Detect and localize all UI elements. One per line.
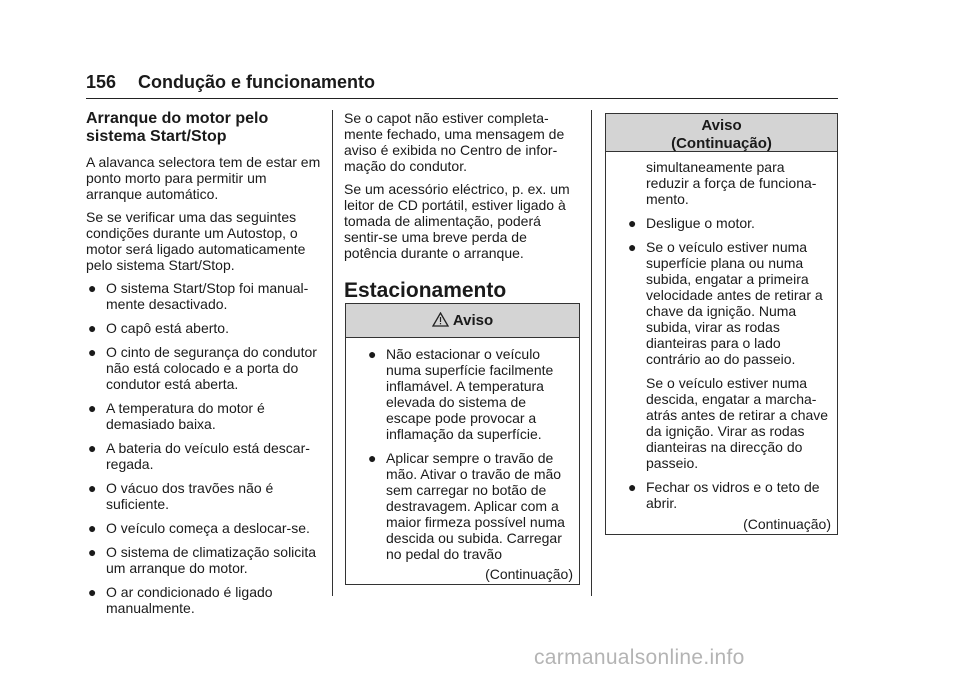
column-middle [344,110,580,317]
section-title: Condução e funcionamento [138,72,376,92]
column-left [86,110,322,624]
column-divider [332,110,333,596]
page-header [86,72,375,93]
list-item [354,346,573,442]
list-item [86,344,322,392]
bullet-icon: ● [88,520,97,536]
list-item [614,239,831,367]
bullet-icon: ● [88,480,97,496]
list-item-text: O ar condicionado é ligado manualmente. [106,584,273,616]
bullet-icon: ● [88,400,97,416]
paragraph: Se o capot não estiver completa-mente fechado, uma mensagem de aviso é exibida no Centro de infor-mação do condutor. [344,110,565,174]
column-divider [591,110,592,596]
warning-box-header [606,114,837,152]
list-item-text: Se o veículo estiver numa superfície plana ou numa subida, engatar a primeira velocidade antes de retirar a chave da ignição. Numa subida, virar as rodas dianteiras para o lado contrário ao do passeio. [646,239,823,367]
list-item [86,584,322,616]
list-item-text: O veículo começa a deslocar-se. [106,520,310,536]
bullet-icon: ● [628,215,637,231]
list-item [614,479,831,511]
section-heading: Estacionamento [344,279,507,302]
warning-box-header [346,304,579,338]
list-item-text: Não estacionar o veículo numa superfície facilmente inflamável. A temperatura elevada do sistema de escape pode provocar a inflamação da superfície. [386,346,554,442]
list-item-text: Desligue o motor. [646,215,755,231]
list-item [86,520,322,536]
warning-title: Aviso [701,117,742,134]
bullet-icon: ● [628,479,637,495]
list-item [86,280,322,312]
page-number: 156 [86,72,117,92]
continuation-note: (Continuação) [485,566,573,582]
list-item [86,480,322,512]
header-rule [86,98,838,99]
warning-subtitle: (Continuação) [671,135,772,152]
list-item-text: A bateria do veículo está descar-regada. [106,440,310,472]
bullet-icon: ● [88,544,97,560]
bullet-icon: ● [368,450,377,466]
list-item [86,400,322,432]
list-item-text: O sistema de climatização solicita um arranque do motor. [106,544,317,576]
warning-triangle-icon [432,306,449,339]
bullet-icon: ● [88,584,97,600]
list-item [86,320,322,336]
paragraph: Se um acessório eléctrico, p. ex. um leitor de CD portátil, estiver ligado à tomada de alimentação, poderá sentir-se uma breve perda de potência durante o arranque. [344,181,570,261]
paragraph: simultaneamente para reduzir a força de funciona-mento. [646,159,817,207]
watermark: carmanualsonline.info [534,646,745,669]
list-item-text: Aplicar sempre o travão de mão. Ativar o travão de mão sem carregar no botão de destravagem. Aplicar com a maior firmeza possível numa descida ou subida. Carregar no pedal do travão [386,450,565,562]
bullet-icon: ● [88,280,97,296]
list-item [86,440,322,472]
subsection-title [86,110,322,146]
list-item-text: A temperatura do motor é demasiado baixa. [106,400,265,432]
continuation-note: (Continuação) [743,516,831,532]
list-item-text: Fechar os vidros e o teto de abrir. [646,479,820,511]
paragraph: Se se verificar uma das seguintes condições durante um Autostop, o motor será ligado automaticamente pelo sistema Start/Stop. [86,209,306,273]
list-item-text: O cinto de segurança do condutor não está colocado e a porta do condutor está aberta. [106,344,317,392]
list-item-text: O sistema Start/Stop foi manual-mente desactivado. [106,280,309,312]
list-item [86,544,322,576]
warning-box-body [346,338,579,562]
paragraph: Se o veículo estiver numa descida, engatar a marcha-atrás antes de retirar a chave da ignição. Virar as rodas dianteiras na direcção do passeio. [646,375,829,471]
warning-box [345,303,580,585]
bullet-icon: ● [368,346,377,362]
list-item [354,450,573,562]
warning-box-continued [605,113,838,535]
subsection-title-line2: sistema Start/Stop [86,128,227,145]
warning-box-body [606,152,837,511]
bullet-icon: ● [88,344,97,360]
list-item-text: O vácuo dos travões não é suficiente. [106,480,274,512]
bullet-icon: ● [88,320,97,336]
list-item-text: O capô está aberto. [106,320,229,336]
bullet-icon: ● [628,239,637,255]
list-item [614,215,831,231]
subsection-title-line1: Arranque do motor pelo [86,110,269,127]
paragraph: A alavanca selectora tem de estar em ponto morto para permitir um arranque automático. [86,154,321,202]
warning-title: Aviso [452,312,494,329]
bullet-icon: ● [88,440,97,456]
